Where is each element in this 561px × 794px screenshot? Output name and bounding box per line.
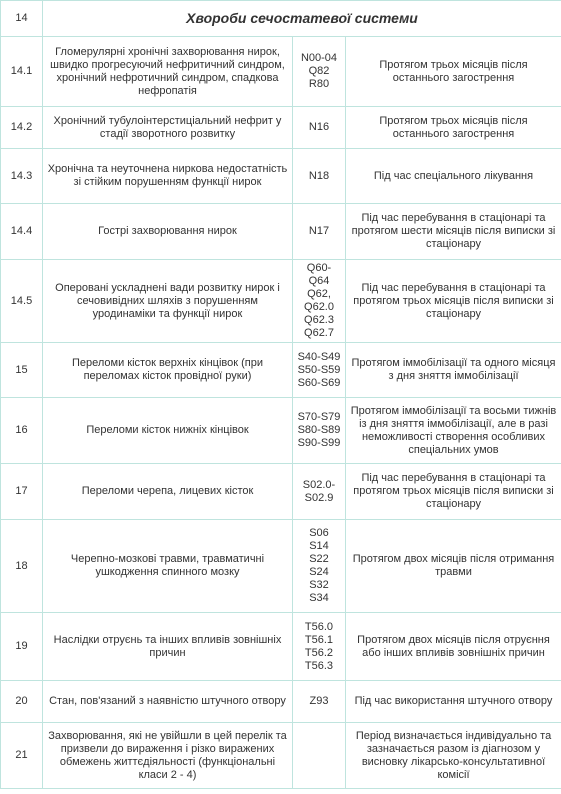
disease-cell: Наслідки отруєнь та інших впливів зовнішніх причин (43, 613, 293, 681)
table-row (1, 107, 561, 149)
icd-code: Q62.7 (304, 327, 334, 339)
row-number: 18 (1, 520, 43, 613)
period-cell: Під час перебування в стаціонарі та протягом шести місяців після виписки зі стаціонару (346, 204, 561, 260)
icd-code: S22 (309, 553, 329, 565)
table-row (1, 723, 561, 789)
period-cell: Період визначається індивідуально та зазначається разом із діагнозом у висновку лікарсько-консультативної комісії (346, 723, 561, 789)
disease-cell: Захворювання, які не увійшли в цей перелік та призвели до вираження і різко виражених обмежень життєдіяльності (функціональні класи 2 - 4) (43, 723, 293, 789)
disease-cell: Гострі захворювання нирок (43, 204, 293, 260)
icd-code: S80-S89 (297, 424, 341, 436)
icd-code: Q60-Q64 (306, 262, 332, 287)
table-row (1, 37, 561, 107)
code-cell (293, 464, 346, 520)
icd-code: Q62.3 (304, 314, 334, 326)
disease-cell: Оперовані ускладнені вади розвитку нирок і сечовивідних шляхів з порушенням уродинаміки та функції нирок (43, 260, 293, 343)
row-number: 15 (1, 343, 43, 398)
row-number: 14.4 (1, 204, 43, 260)
period-cell: Протягом іммобілізації та восьми тижнів із дня зняття іммобілізації, але в разі неможливості створення особливих спеціальних умов (346, 398, 561, 464)
section-title: Хвороби сечостатевої системи (43, 1, 561, 37)
icd-code: T56.1 (304, 633, 334, 646)
period-cell: Протягом двох місяців після отруєння або інших впливів зовнішніх причин (346, 613, 561, 681)
icd-code: T56.0 (304, 620, 334, 633)
code-cell (293, 260, 346, 343)
icd-code: Q62, (307, 288, 331, 300)
code-cell (293, 613, 346, 681)
disease-cell: Хронічний тубулоінтерстиціальний нефрит у стадії зворотного розвитку (43, 107, 293, 149)
table-row (1, 464, 561, 520)
icd-code: Z93 (309, 695, 329, 707)
icd-code: S24 (309, 566, 329, 578)
disease-cell: Хронічна та неуточнена ниркова недостатність зі стійким порушенням функції нирок (43, 149, 293, 204)
icd-code: R80 (308, 78, 330, 90)
disease-cell: Стан, пов'язаний з наявністю штучного отвору (43, 681, 293, 723)
icd-code: S02.0- (302, 478, 336, 491)
icd-code: S32 (309, 579, 329, 591)
table-row (1, 204, 561, 260)
table-row (1, 520, 561, 613)
icd-code: S06 (309, 527, 329, 539)
code-cell (293, 681, 346, 723)
row-number: 14.1 (1, 37, 43, 107)
icd-code: S60-S69 (297, 376, 341, 389)
code-cell (293, 107, 346, 149)
icd-code: S70-S79 (297, 411, 341, 423)
row-number: 17 (1, 464, 43, 520)
code-cell (293, 723, 346, 789)
icd-code: N00-04 (300, 52, 338, 64)
icd-code: S90-S99 (297, 437, 341, 449)
icd-code: T56.3 (304, 659, 334, 672)
section-heading-row (1, 1, 561, 37)
table-row (1, 260, 561, 343)
table-row (1, 343, 561, 398)
icd-code: S34 (309, 592, 329, 604)
disease-cell: Переломи черепа, лицевих кісток (43, 464, 293, 520)
icd-code: S50-S59 (297, 363, 341, 376)
period-cell: Під час спеціального лікування (346, 149, 561, 204)
table-row (1, 613, 561, 681)
code-cell (293, 520, 346, 613)
code-cell (293, 398, 346, 464)
disease-cell: Гломерулярні хронічні захворювання нирок, швидко прогресуючий нефритичний синдром, хронічний нефротичний синдром, спадкова нефропатія (43, 37, 293, 107)
period-cell: Протягом трьох місяців після останнього загострення (346, 107, 561, 149)
disease-cell: Черепно-мозкові травми, травматичні ушкодження спинного мозку (43, 520, 293, 613)
row-number: 20 (1, 681, 43, 723)
code-cell (293, 149, 346, 204)
disease-cell: Переломи кісток верхніх кінцівок (при переломах кісток провідної руки) (43, 343, 293, 398)
code-cell (293, 343, 346, 398)
icd-code: Q62.0 (304, 301, 334, 313)
period-cell: Протягом трьох місяців після останнього загострення (346, 37, 561, 107)
icd-code: Q82 (308, 65, 330, 77)
row-number: 14.2 (1, 107, 43, 149)
row-number: 16 (1, 398, 43, 464)
period-cell: Під час перебування в стаціонарі та протягом трьох місяців після виписки зі стаціонару (346, 260, 561, 343)
icd-code: S14 (309, 540, 329, 552)
icd-code: S40-S49 (297, 350, 341, 363)
icd-code: N16 (308, 121, 330, 133)
period-cell: Протягом двох місяців після отримання травми (346, 520, 561, 613)
period-cell: Протягом іммобілізації та одного місяця з дня зняття іммобілізації (346, 343, 561, 398)
table-row (1, 398, 561, 464)
row-number: 14.3 (1, 149, 43, 204)
table-row (1, 681, 561, 723)
row-number: 14.5 (1, 260, 43, 343)
icd-code: N17 (308, 225, 330, 237)
period-cell: Під час використання штучного отвору (346, 681, 561, 723)
section-number: 14 (1, 1, 43, 37)
table-row (1, 149, 561, 204)
code-cell (293, 37, 346, 107)
row-number: 19 (1, 613, 43, 681)
code-cell (293, 204, 346, 260)
icd-code: T56.2 (304, 646, 334, 659)
row-number: 21 (1, 723, 43, 789)
icd-code: S02.9 (304, 491, 334, 504)
disease-cell: Переломи кісток нижніх кінцівок (43, 398, 293, 464)
icd-code: N18 (308, 169, 330, 182)
period-cell: Під час перебування в стаціонарі та протягом трьох місяців після виписки зі стаціонару (346, 464, 561, 520)
